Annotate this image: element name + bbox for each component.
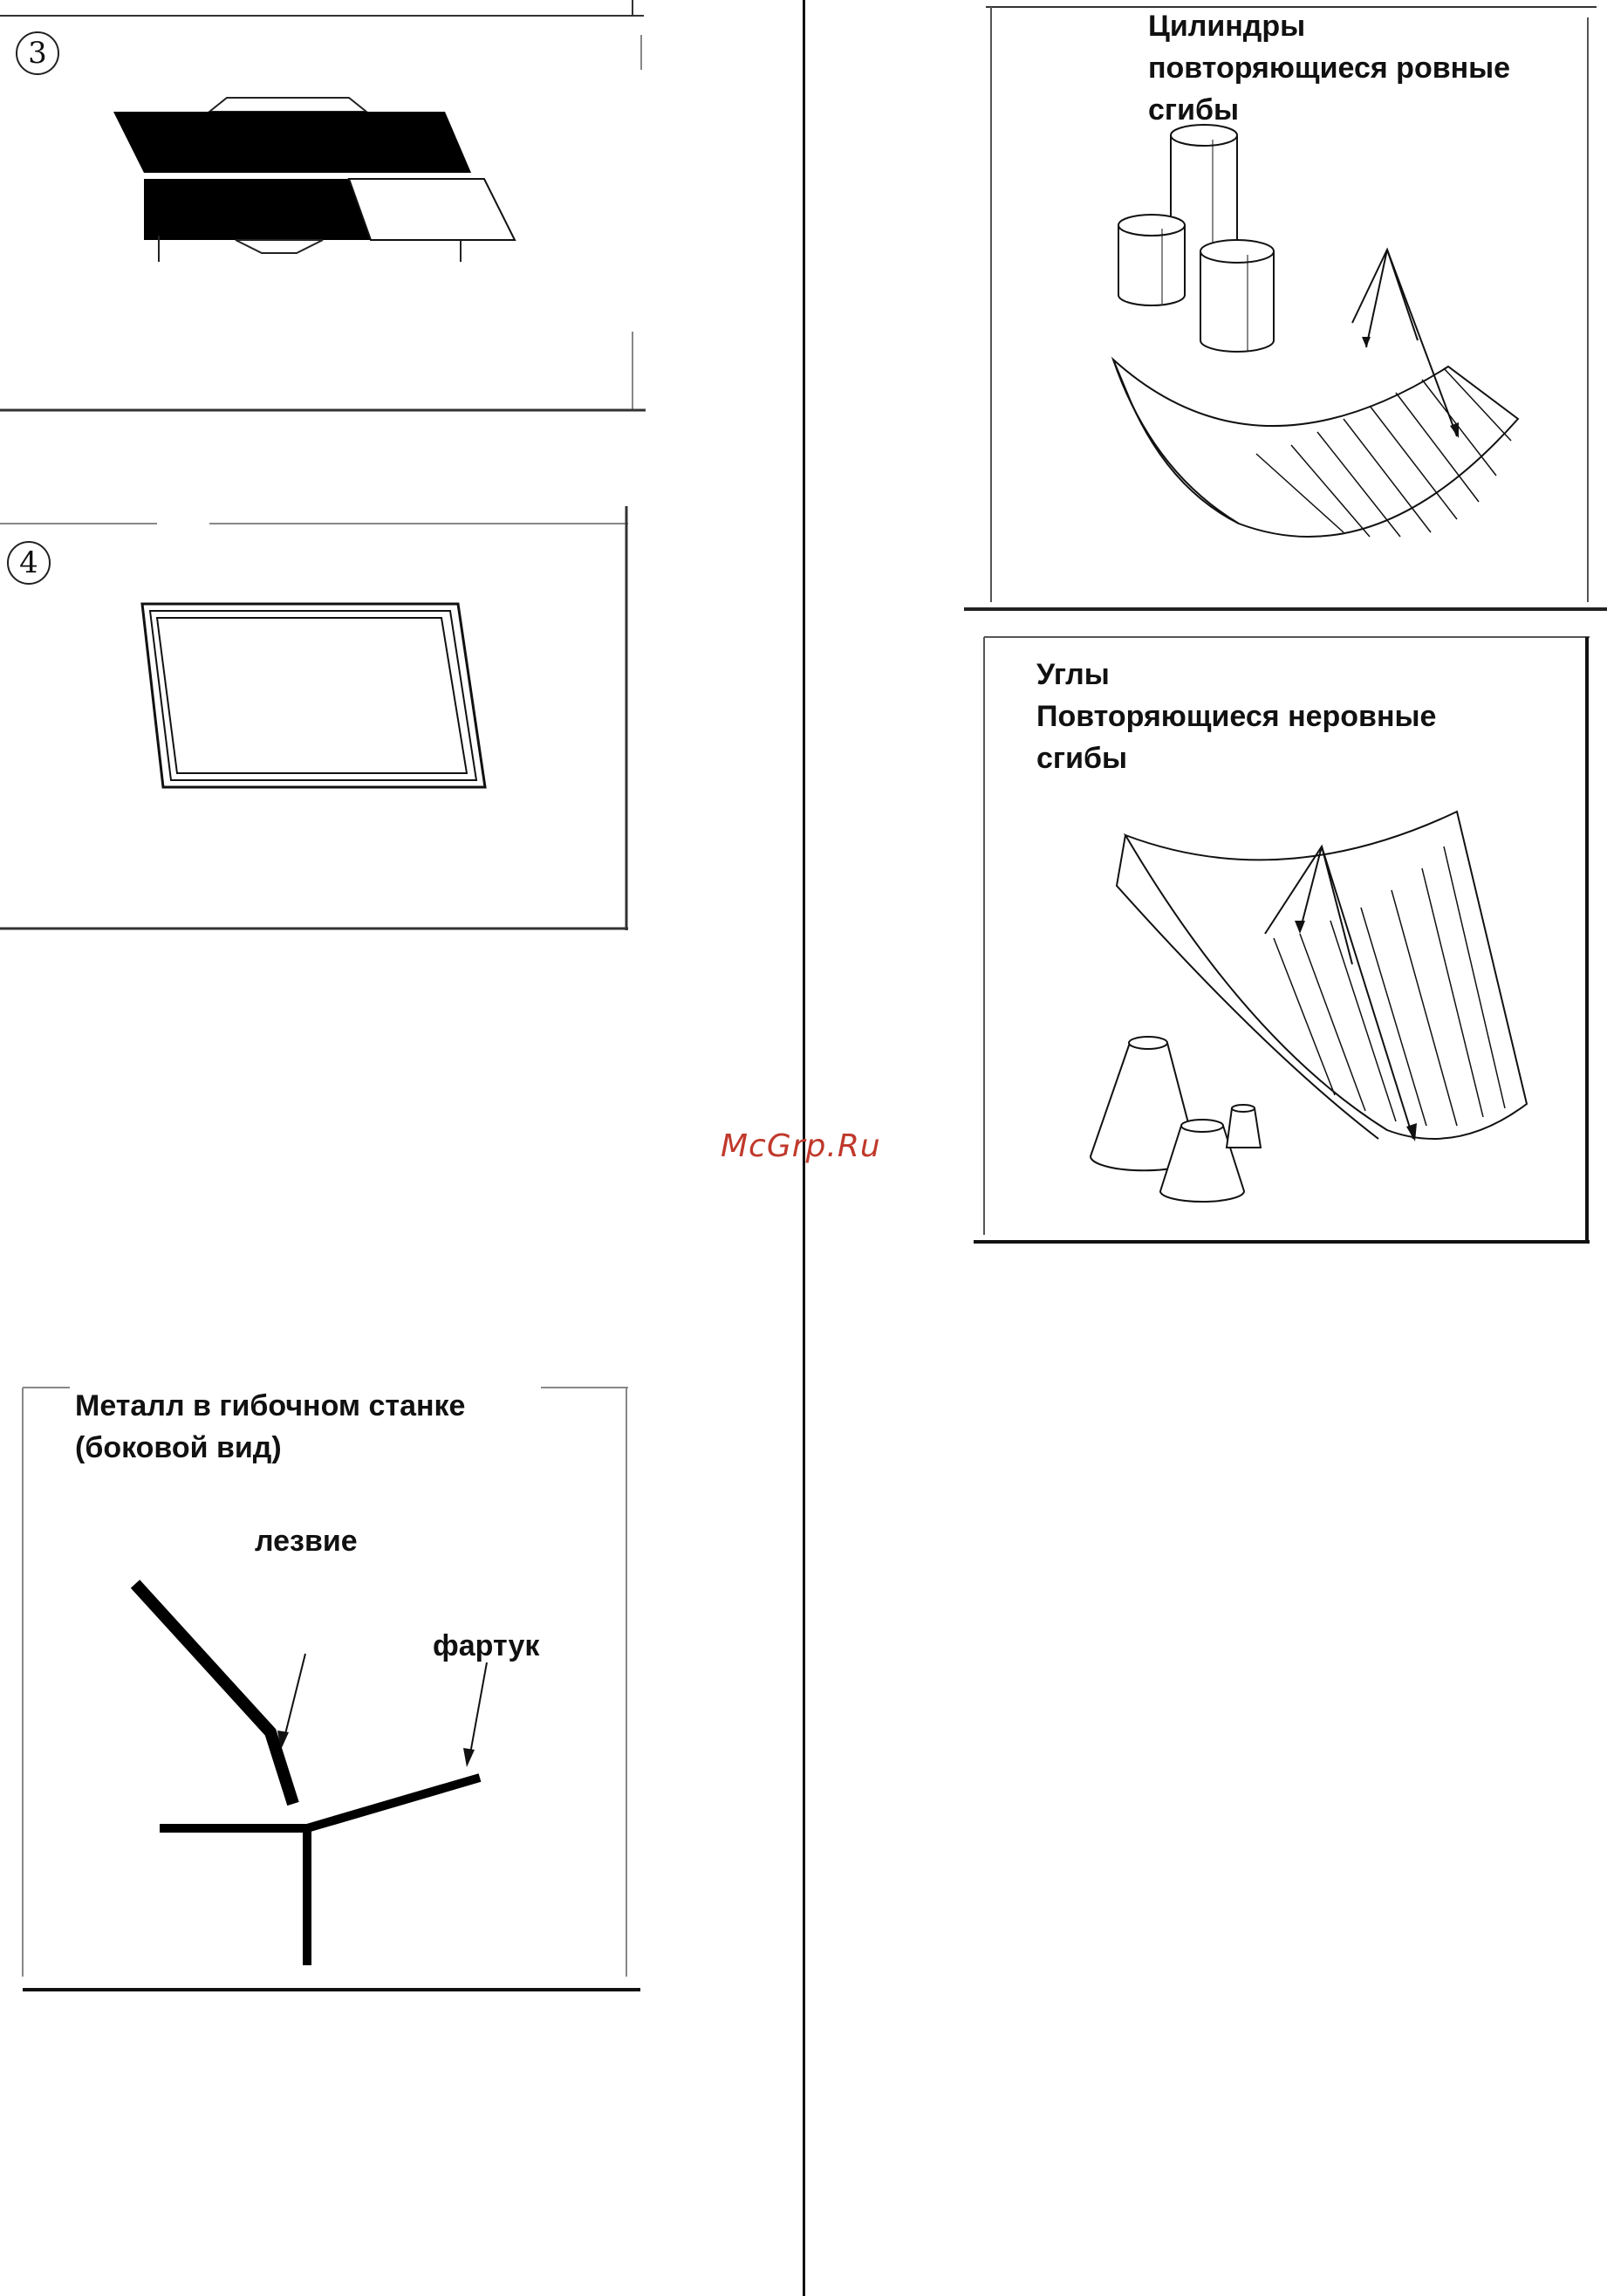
panel-step-4 bbox=[0, 506, 646, 942]
blade-label: лезвие bbox=[255, 1525, 358, 1558]
caption-line: Углы bbox=[1036, 658, 1110, 691]
step-number: 4 bbox=[19, 545, 38, 580]
step-number: 3 bbox=[28, 36, 47, 71]
panel-step-4-drawing bbox=[0, 506, 646, 942]
cylinders-caption bbox=[1148, 5, 1510, 131]
caption-line: Цилиндры bbox=[1148, 10, 1306, 43]
panel-step-3-drawing bbox=[0, 0, 646, 419]
apron-label: фартук bbox=[433, 1629, 540, 1662]
watermark: McGrp.Ru bbox=[721, 1128, 881, 1164]
cones-caption bbox=[1036, 654, 1436, 779]
panel-cylinders bbox=[960, 0, 1607, 620]
caption-line: Повторяющиеся неровные bbox=[1036, 700, 1437, 733]
step-number-badge bbox=[7, 541, 51, 585]
step-number-badge bbox=[16, 31, 59, 75]
caption-line: сгибы bbox=[1036, 742, 1128, 775]
panel-step-3 bbox=[0, 0, 646, 419]
caption-line: (боковой вид) bbox=[75, 1431, 282, 1464]
caption-line: повторяющиеся ровные bbox=[1148, 51, 1511, 85]
panel-cones bbox=[968, 633, 1590, 1248]
panel-bending-brake bbox=[17, 1374, 646, 1994]
caption-line: сгибы bbox=[1148, 93, 1240, 127]
caption-line: Металл в гибочном станке bbox=[75, 1389, 466, 1422]
bending-brake-caption bbox=[75, 1385, 465, 1469]
